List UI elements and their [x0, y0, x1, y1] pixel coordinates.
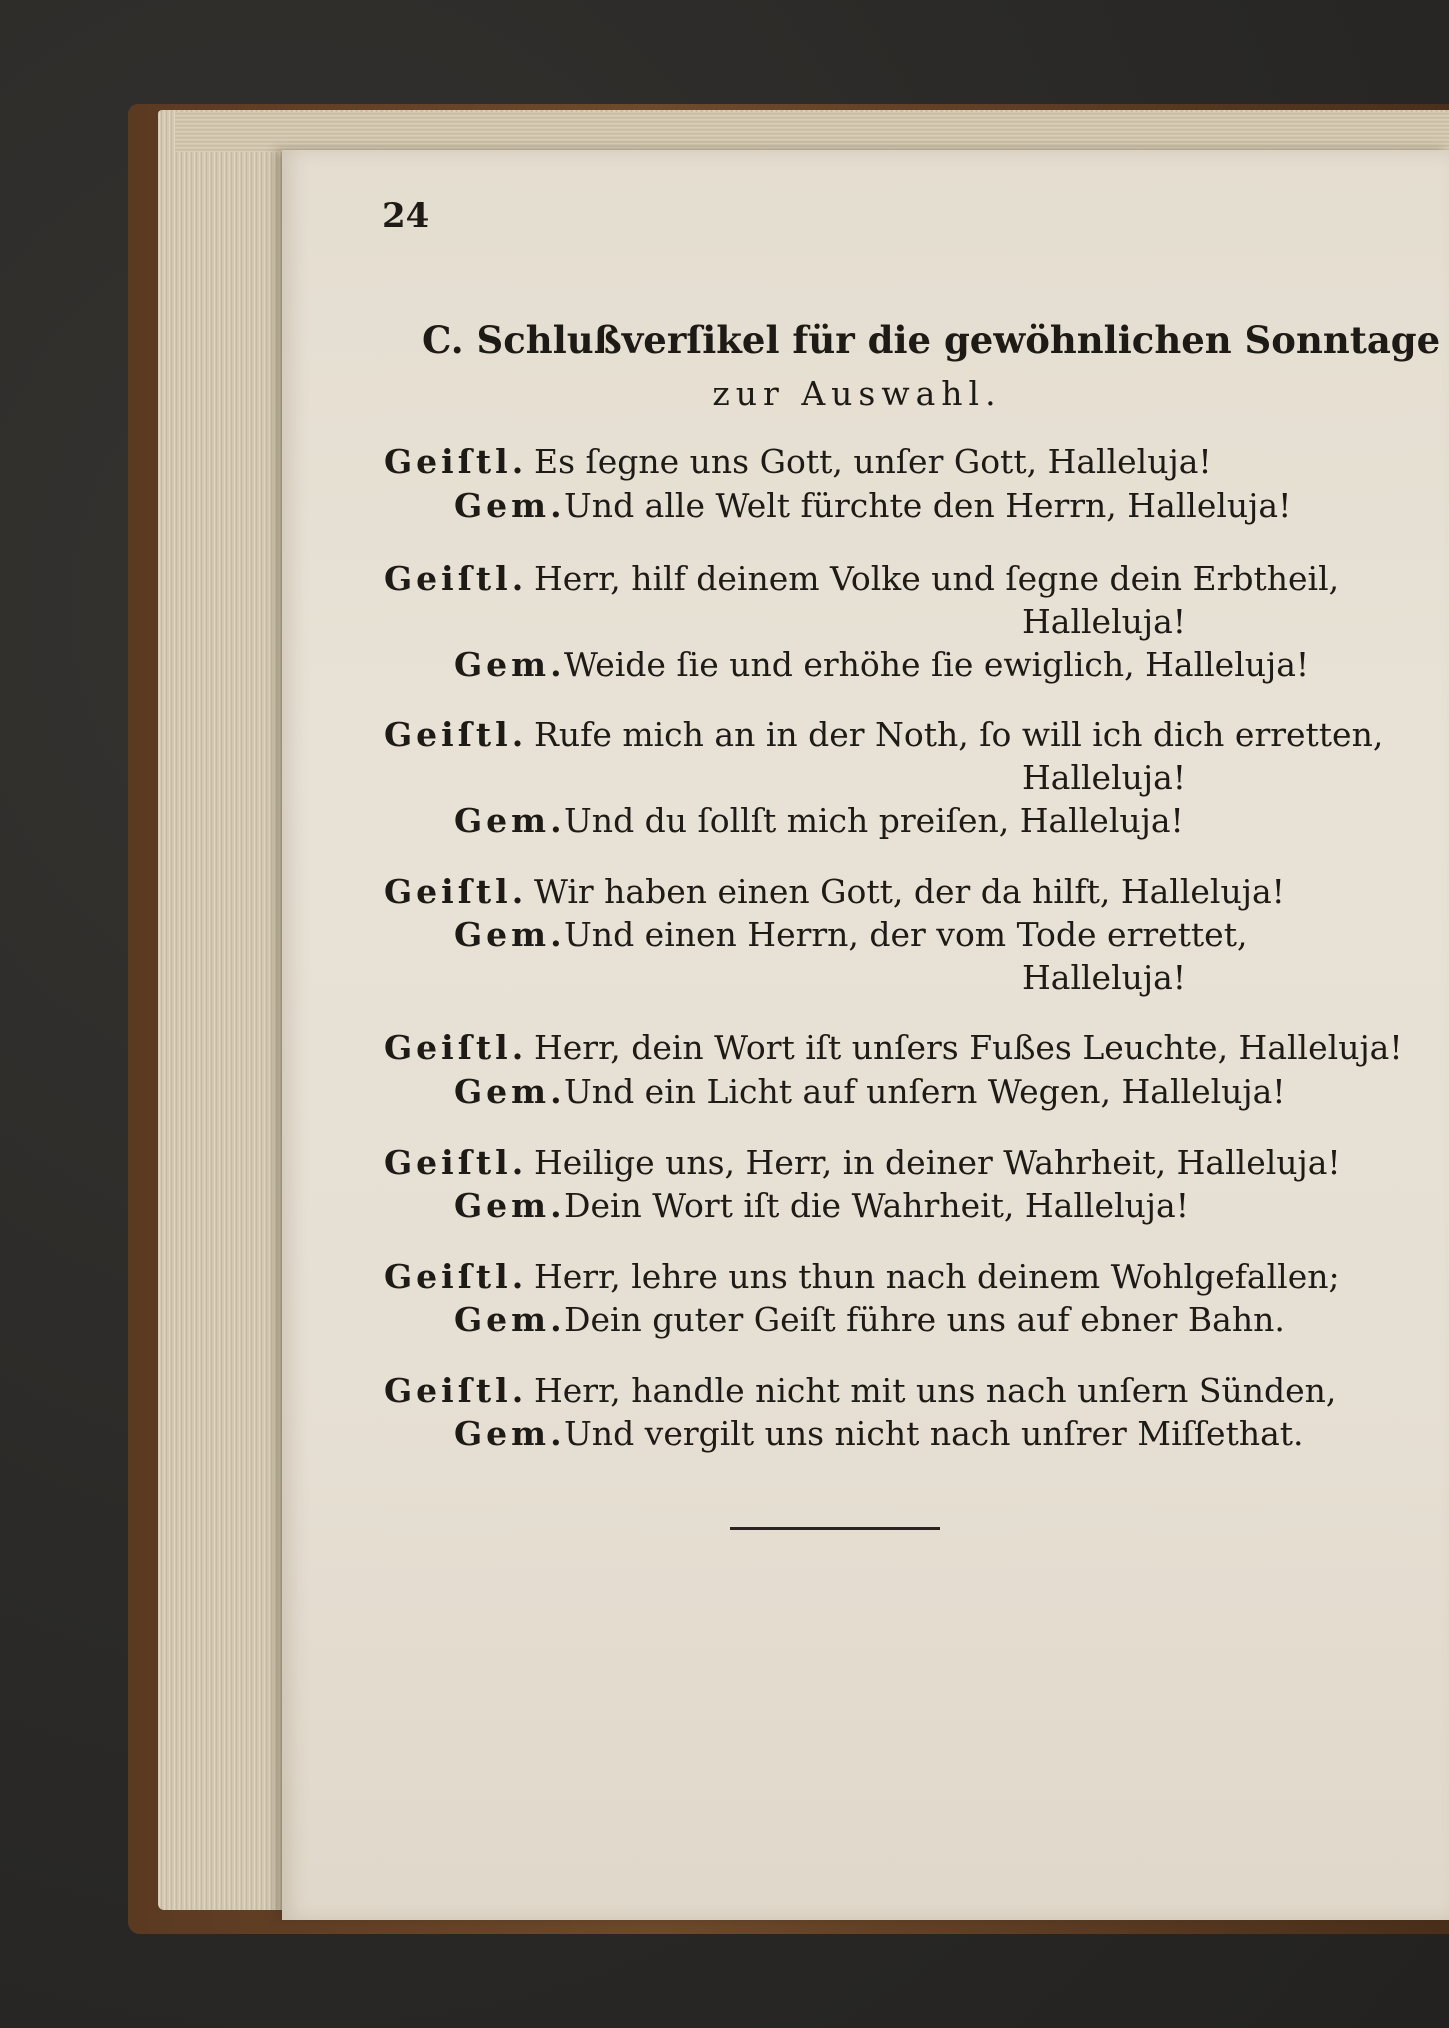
- speaker-label: Gem.: [454, 801, 566, 840]
- verse-line: [384, 872, 1285, 911]
- verse-line: [454, 1186, 1189, 1225]
- verse-line: [454, 1072, 1286, 1111]
- verse-text: Und vergilt uns nicht nach unſrer Miſſethat.: [564, 1414, 1304, 1453]
- verse-text: Dein guter Geiſt führe uns auf ebner Bahn.: [564, 1300, 1285, 1339]
- verse-line: [384, 1028, 1403, 1067]
- speaker-label: Geiſtl.: [384, 559, 528, 598]
- verse-line: [384, 442, 1212, 481]
- section-heading: C. Schlußverſikel für die gewöhnlichen Sonntage: [422, 318, 1441, 362]
- verse-text: Dein Wort iſt die Wahrheit, Halleluja!: [564, 1186, 1189, 1225]
- speaker-label: Geiſtl.: [384, 1371, 528, 1410]
- verse-line: [454, 801, 1184, 840]
- verse-text: Und alle Welt fürchte den Herrn, Halleluja!: [564, 486, 1292, 525]
- book-page: [282, 150, 1449, 1920]
- speaker-label: Gem.: [454, 645, 566, 684]
- speaker-label: Gem.: [454, 915, 566, 954]
- verse-text: Und ein Licht auf unſern Wegen, Halleluja!: [564, 1072, 1286, 1111]
- verse-text: Und du ſollſt mich preiſen, Halleluja!: [564, 801, 1184, 840]
- section-subheading: zur Auswahl.: [712, 374, 1002, 413]
- speaker-label: Gem.: [454, 1186, 566, 1225]
- verse-line: [454, 915, 1247, 954]
- verse-continuation: Halleluja!: [1022, 958, 1187, 997]
- verse-text: Herr, dein Wort iſt unſers Fußes Leuchte, Halleluja!: [534, 1028, 1403, 1067]
- verse-line: [454, 645, 1309, 684]
- speaker-label: Geiſtl.: [384, 1028, 528, 1067]
- speaker-label: Geiſtl.: [384, 872, 528, 911]
- verse-line: [454, 486, 1291, 525]
- speaker-label: Geiſtl.: [384, 1257, 528, 1296]
- closing-rule: [730, 1527, 940, 1530]
- verse-text: Rufe mich an in der Noth, ſo will ich dich erretten,: [534, 715, 1384, 754]
- speaker-label: Gem.: [454, 1072, 566, 1111]
- speaker-label: Gem.: [454, 1300, 566, 1339]
- verse-continuation: Halleluja!: [1022, 758, 1187, 797]
- verse-text: Wir haben einen Gott, der da hilft, Halleluja!: [534, 872, 1285, 911]
- speaker-label: Geiſtl.: [384, 1143, 528, 1182]
- verse-text: Weide ſie und erhöhe ſie ewiglich, Halleluja!: [564, 645, 1310, 684]
- verse-text: Und einen Herrn, der vom Tode errettet,: [564, 915, 1248, 954]
- verse-line: [454, 1414, 1304, 1453]
- speaker-label: Geiſtl.: [384, 715, 528, 754]
- verse-line: [384, 1257, 1340, 1296]
- speaker-label: Gem.: [454, 486, 566, 525]
- verse-text: Herr, hilf deinem Volke und ſegne dein Erbtheil,: [534, 559, 1340, 598]
- verse-text: Herr, handle nicht mit uns nach unſern Sünden,: [534, 1371, 1337, 1410]
- verse-text: Heilige uns, Herr, in deiner Wahrheit, Halleluja!: [534, 1143, 1341, 1182]
- speaker-label: Gem.: [454, 1414, 566, 1453]
- verse-line: [384, 715, 1383, 754]
- verse-line: [384, 1143, 1341, 1182]
- verse-line: [454, 1300, 1285, 1339]
- page-top-edge: [175, 112, 1449, 152]
- page-content: [282, 150, 1449, 1920]
- verse-continuation: Halleluja!: [1022, 602, 1187, 641]
- page-number: 24: [382, 196, 430, 236]
- verse-text: Herr, lehre uns thun nach deinem Wohlgefallen;: [534, 1257, 1340, 1296]
- verse-text: Es ſegne uns Gott, unſer Gott, Halleluja!: [534, 442, 1212, 481]
- verse-line: [384, 559, 1339, 598]
- verse-line: [384, 1371, 1336, 1410]
- speaker-label: Geiſtl.: [384, 442, 528, 481]
